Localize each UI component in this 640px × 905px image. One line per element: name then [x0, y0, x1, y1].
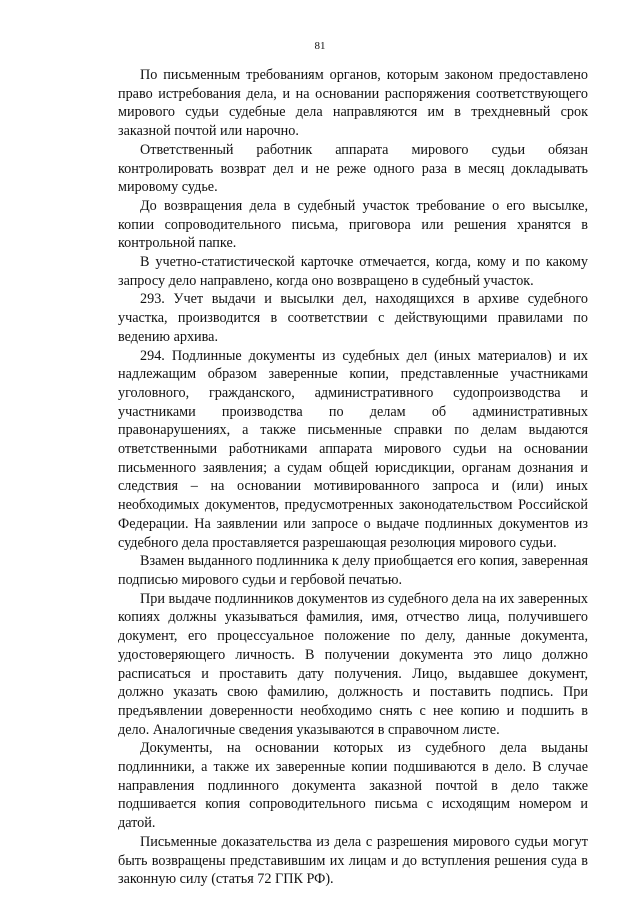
- body-text: [118, 66, 588, 889]
- paragraph-archive-request: По письменным требованиям органов, которым законом предоставлено право истребования дела, и на основании распоряжения соответствующего мирового судьи судебные дела направляются им в трехдневный срок заказной почтой или нарочно.: [118, 67, 588, 140]
- paragraph-statistics-card: В учетно-статистической карточке отмечается, когда, кому и по какому запросу дело направлено, когда оно возвращено в судебный участок.: [118, 254, 588, 289]
- paragraph-294: 294. Подлинные документы из судебных дел (иных материалов) и их надлежащим образом заверенные копии, представленные участниками уголовного, гражданского, административного судопроизводства и участниками производства по делам об административных правонарушениях, а также письменные справки по делам выдаются ответственными работниками аппарата мирового судьи на основании письменного заявления; а судам общей юрисдикции, органам дознания и следствия – на основании мотивированного запроса и (или) иных необходимых документов, предусмотренных законодательством Российской Федерации. На заявлении или запросе о выдаче подлинных документов из судебного дела проставляется разрешающая резолюция мирового судьи.: [118, 347, 588, 551]
- paragraph-293: 293. Учет выдачи и высылки дел, находящихся в архиве судебного участка, производится в соответствии с действующими правилами по ведению архива.: [118, 291, 588, 345]
- paragraph-control-folder: До возвращения дела в судебный участок требование о его высылке, копии сопроводительного письма, приговора или решения хранятся в контрольной папке.: [118, 197, 588, 252]
- paragraph-written-evidence: Письменные доказательства из дела с разрешения мирового судьи могут быть возвращены представившим их лицам и до вступления решения суда в законную силу (статья 72 ГПК РФ).: [118, 833, 588, 888]
- paragraph-filed-documents: Документы, на основании которых из судебного дела выданы подлинники, а также их заверенные копии подшиваются в дело. В случае направления подлинного документа заказной почтой в дело также подшивается копия сопроводительного письма с исходящим номером и датой.: [118, 740, 588, 832]
- paragraph-return-control: Ответственный работник аппарата мирового судьи обязан контролировать возврат дел и не реже одного раза в месяц докладывать мировому судье.: [118, 141, 588, 196]
- page-number: 81: [314, 40, 326, 52]
- paragraph-issue-originals: При выдаче подлинников документов из судебного дела на их заверенных копиях должны указываться фамилия, имя, отчество лица, получившего документ, его процессуальное положение по делу, данные документа, удостоверяющего личность. В получении документа это лицо должно расписаться и проставить дату получения. Лицо, выдавшее документ, должно указать свою фамилию, должность и поставить подпись. При предъявлении доверенности необходимо снять с нее копию и подшить в дело. Аналогичные сведения указываются в справочном листе.: [118, 590, 588, 738]
- paragraph-copy-replacement: Взамен выданного подлинника к делу приобщается его копия, заверенная подписью мирового судьи и гербовой печатью.: [118, 553, 588, 588]
